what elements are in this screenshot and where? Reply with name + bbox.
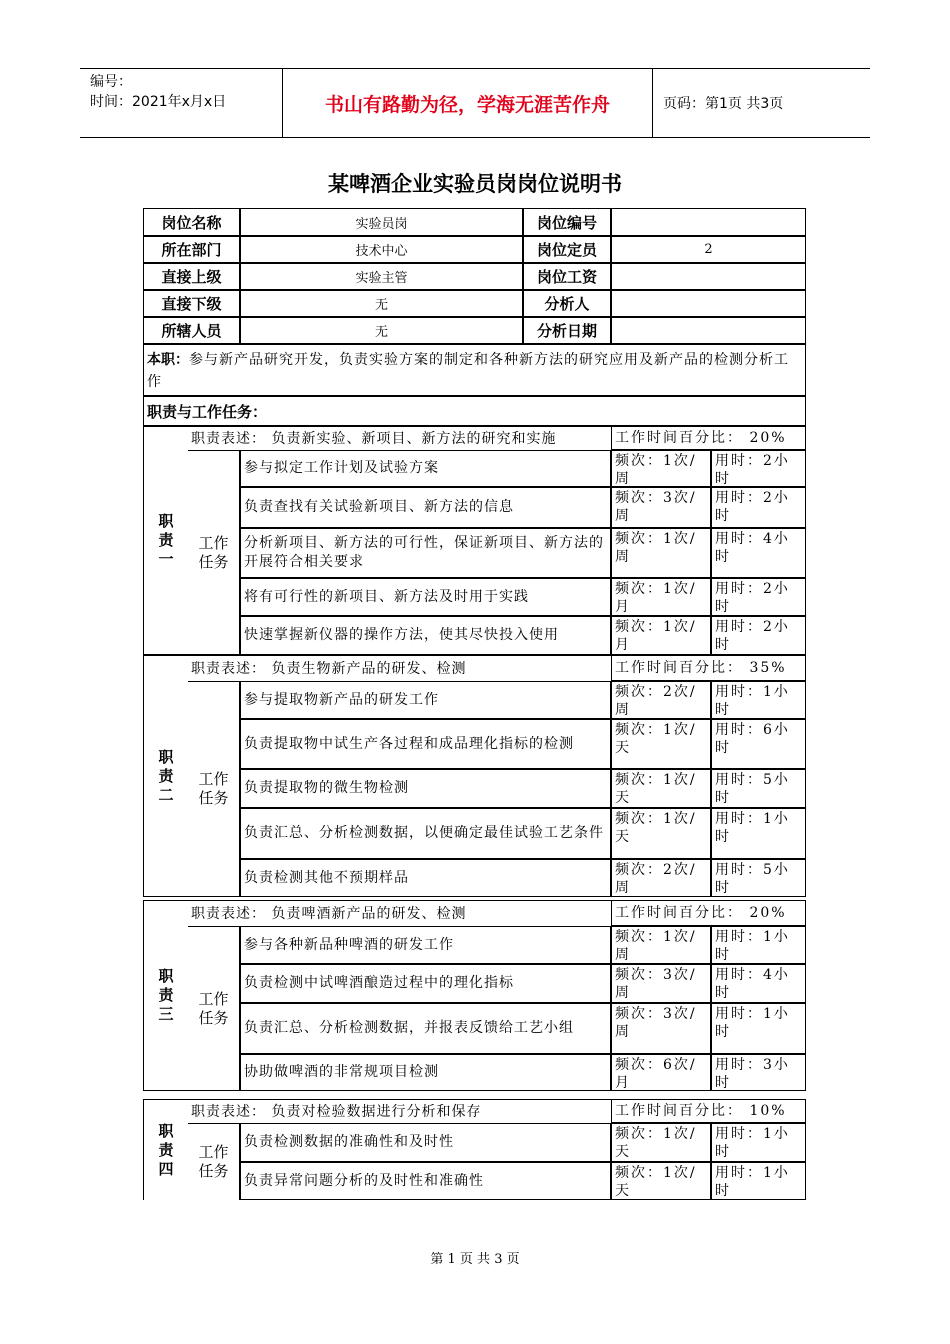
duty-time-percent: 工作时间百分比： 20% [611, 426, 806, 450]
duty-time-percent: 工作时间百分比： 20% [611, 900, 806, 926]
document-title: 某啤酒企业实验员岗岗位说明书 [328, 172, 622, 196]
info-value-2 [611, 317, 806, 344]
info-value: 实验主管 [240, 263, 523, 290]
duty-name-text: 职责四 [158, 1121, 174, 1178]
task-frequency: 频次：1次/月 [611, 578, 711, 616]
task-description: 负责提取物中试生产各过程和成品理化指标的检测 [240, 719, 611, 769]
task-description: 负责异常问题分析的及时性和准确性 [240, 1162, 611, 1200]
info-label: 直接下级 [143, 290, 240, 317]
task-description: 负责检测数据的准确性和及时性 [240, 1123, 611, 1162]
task-description: 负责检测中试啤酒酿造过程中的理化指标 [240, 964, 611, 1003]
task-description: 负责检测其他不预期样品 [240, 859, 611, 897]
duties-header: 职责与工作任务： [143, 396, 806, 426]
task-description: 参与拟定工作计划及试验方案 [240, 450, 611, 487]
info-value-2 [611, 208, 806, 236]
task-frequency: 频次：1次/天 [611, 1123, 711, 1162]
duty-summary-text: 参与新产品研究开发，负责实验方案的制定和各种新方法的研究应用及新产品的检测分析工作 [147, 352, 789, 390]
duty-summary-label: 本职： [147, 352, 189, 368]
info-value-2 [611, 263, 806, 290]
info-label-2: 岗位编号 [523, 208, 611, 236]
task-frequency: 频次：1次/月 [611, 616, 711, 655]
duty-description: 职责表述： 负责新实验、新项目、新方法的研究和实施 [188, 426, 611, 450]
task-frequency: 频次：2次/周 [611, 681, 711, 719]
task-frequency: 频次：1次/天 [611, 808, 711, 859]
task-description: 协助做啤酒的非常规项目检测 [240, 1054, 611, 1091]
duty-time-percent: 工作时间百分比： 10% [611, 1099, 806, 1123]
task-hours: 用时：2小时 [711, 450, 806, 487]
info-value: 实验员岗 [240, 208, 523, 236]
task-frequency: 频次：1次/天 [611, 769, 711, 808]
info-label-2: 分析人 [523, 290, 611, 317]
duty-description: 职责表述： 负责生物新产品的研发、检测 [188, 655, 611, 681]
motto: 书山有路勤为径，学海无涯苦作舟 [282, 69, 653, 137]
task-label: 工作任务 [188, 681, 240, 897]
task-frequency: 频次：1次/周 [611, 926, 711, 964]
info-label: 所在部门 [143, 236, 240, 263]
info-label-2: 分析日期 [523, 317, 611, 344]
task-hours: 用时：4小时 [711, 964, 806, 1003]
task-description: 负责查找有关试验新项目、新方法的信息 [240, 487, 611, 528]
task-frequency: 频次：1次/周 [611, 450, 711, 487]
duty-summary [143, 344, 806, 396]
task-hours: 用时：1小时 [711, 681, 806, 719]
info-label-2: 岗位工资 [523, 263, 611, 290]
duty-time-percent: 工作时间百分比： 35% [611, 655, 806, 681]
task-description: 参与提取物新产品的研发工作 [240, 681, 611, 719]
task-frequency: 频次：1次/天 [611, 1162, 711, 1200]
duty-name-text: 职责三 [158, 967, 174, 1023]
page-header [80, 68, 870, 138]
task-hours: 用时：2小时 [711, 616, 806, 655]
task-description: 负责提取物的微生物检测 [240, 769, 611, 808]
task-description: 分析新项目、新方法的可行性，保证新项目、新方法的开展符合相关要求 [240, 528, 611, 578]
task-hours: 用时：2小时 [711, 487, 806, 528]
task-hours: 用时：3小时 [711, 1054, 806, 1091]
task-description: 负责汇总、分析检测数据，并报表反馈给工艺小组 [240, 1003, 611, 1054]
code-label: 编号： [90, 74, 132, 90]
task-frequency: 频次：1次/天 [611, 719, 711, 769]
date-label: 时间：2021年x月x日 [90, 94, 227, 110]
task-hours: 用时：1小时 [711, 808, 806, 859]
duty-name-text: 职责一 [158, 512, 174, 568]
task-hours: 用时：1小时 [711, 1003, 806, 1054]
task-description: 负责汇总、分析检测数据，以便确定最佳试验工艺条件 [240, 808, 611, 859]
task-label: 工作任务 [188, 926, 240, 1091]
task-hours: 用时：1小时 [711, 1123, 806, 1162]
task-frequency: 频次：6次/月 [611, 1054, 711, 1091]
task-hours: 用时：1小时 [711, 1162, 806, 1200]
task-hours: 用时：4小时 [711, 528, 806, 578]
info-value-2: 2 [611, 236, 806, 263]
task-frequency: 频次：3次/周 [611, 487, 711, 528]
task-frequency: 频次：1次/周 [611, 528, 711, 578]
duty-description: 职责表述： 负责啤酒新产品的研发、检测 [188, 900, 611, 926]
duty-description: 职责表述： 负责对检验数据进行分析和保存 [188, 1099, 611, 1123]
duty-name [143, 1099, 188, 1200]
task-description: 将有可行性的新项目、新方法及时用于实践 [240, 578, 611, 616]
task-hours: 用时：5小时 [711, 769, 806, 808]
task-frequency: 频次：2次/周 [611, 859, 711, 897]
task-hours: 用时：1小时 [711, 926, 806, 964]
info-label: 岗位名称 [143, 208, 240, 236]
task-description: 快速掌握新仪器的操作方法，使其尽快投入使用 [240, 616, 611, 655]
header-meta [80, 69, 282, 137]
duty-name [143, 900, 188, 1091]
page-footer: 第 1 页 共 3 页 [430, 1252, 520, 1267]
duty-name-text: 职责二 [158, 747, 174, 804]
info-value: 无 [240, 317, 523, 344]
info-label-2: 岗位定员 [523, 236, 611, 263]
task-description: 参与各种新品种啤酒的研发工作 [240, 926, 611, 964]
info-value: 无 [240, 290, 523, 317]
job-description-table [143, 208, 806, 1198]
info-label: 直接上级 [143, 263, 240, 290]
info-value: 技术中心 [240, 236, 523, 263]
duty-name [143, 426, 188, 655]
duty-name [143, 655, 188, 897]
task-hours: 用时：2小时 [711, 578, 806, 616]
task-frequency: 频次：3次/周 [611, 964, 711, 1003]
task-frequency: 频次：3次/周 [611, 1003, 711, 1054]
info-value-2 [611, 290, 806, 317]
info-label: 所辖人员 [143, 317, 240, 344]
page-number-label: 页码：第1页 共3页 [663, 96, 784, 112]
task-hours: 用时：6小时 [711, 719, 806, 769]
task-label: 工作任务 [188, 450, 240, 655]
task-label: 工作任务 [188, 1123, 240, 1200]
task-hours: 用时：5小时 [711, 859, 806, 897]
